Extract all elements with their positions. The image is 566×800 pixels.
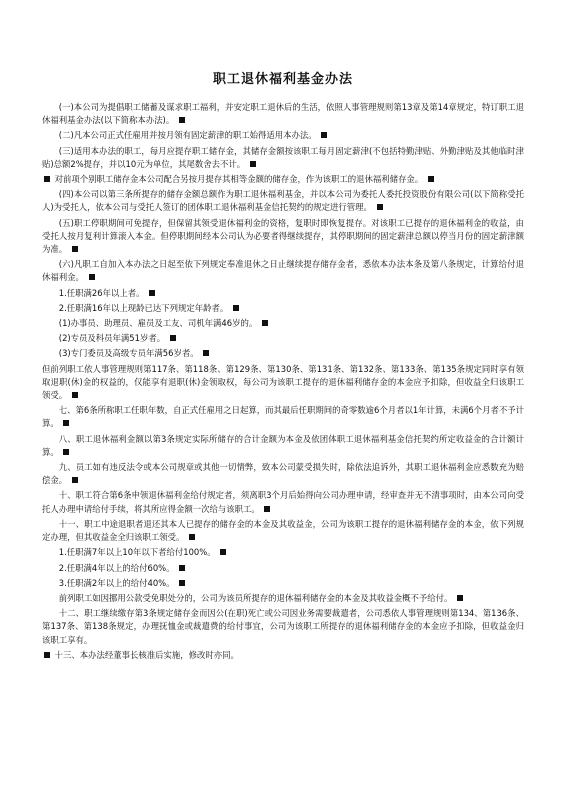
paragraph-text: 九、员工如有违反法令或本公司规章或其他一切情弊，致本公司蒙受损失时，除依法追诉外，其职工退休福利金应悉数充为赔偿金。: [42, 462, 524, 486]
paragraph-13: [42, 363, 524, 403]
paragraph-text: (3)专门委员及高级专员年满56岁者。: [58, 348, 199, 359]
paragraph-15: [42, 433, 524, 459]
paragraph-7: [42, 258, 524, 284]
paragraph-3: [42, 145, 524, 171]
paragraph-6: [42, 217, 524, 257]
square-end-mark: [233, 305, 239, 311]
paragraph-2: [42, 129, 524, 142]
paragraph-10: [42, 317, 524, 330]
paragraph-text: 七、第6条所称职工任职年数，自正式任雇用之日起算，而其最后任职期间的奇零数逾6个月者以1年计算，未满6个月者不予计算。: [42, 405, 524, 429]
paragraph-8: [42, 287, 524, 300]
paragraph-18: [42, 518, 524, 544]
paragraph-20: [42, 562, 524, 575]
square-end-mark: [262, 320, 268, 326]
paragraph-text: 十一、职工中途退职者退还其本人已提存的储存金的本金及其收益金，公司为该职工提存的退休福利储存金的本金，依下列规定办理，但其收益金全归该职工领受。: [42, 518, 524, 543]
paragraph-text: 3.任职满2年以上的给付40%。: [58, 577, 175, 588]
paragraph-9: [42, 302, 524, 315]
square-end-mark: [321, 132, 327, 138]
paragraph-11: [42, 332, 524, 345]
paragraph-19: [42, 546, 524, 559]
square-end-mark: [220, 549, 226, 555]
square-end-mark: [89, 274, 95, 280]
paragraph-24: [42, 649, 524, 662]
paragraph-text: (五)职工停职期间可免提存，但保留其领受退休福利金的资格，复职时即恢复提存。对该职工已提存的退休福利金的收益，由受托人按月复利计算滚入本金。但停职期间经本公司认为必要者得继续提存，其停职期间的固定薪津总额以停当月份的固定薪津额为准。: [42, 217, 524, 255]
paragraph-text: (四)本公司以第三条所提存的储存金额总额作为职工退休福利基金，并以本公司为委托人委托投资股份有限公司(以下简称受托人)为受托人，依本公司与受托人签订的团体职工退休福利基金信托契约的规定进行管理。: [42, 189, 524, 213]
paragraph-text: 2.任职满16年以上现龄已达下列规定年龄者。: [58, 302, 229, 313]
paragraph-text: 1.任职满7年以上10年以下者给付100%。: [58, 547, 216, 558]
paragraph-text: 但前列职工依人事管理规则第117条、第118条、第129条、第130条、第131条、第132条、第133条、第135条规定同时享有领取退职(休)金的权益的，仅能享有退职(休)金领取权，每公司为该职工提存的退休福利储存金的本金应予扣除，但收益全归该职工领受。: [42, 363, 524, 401]
paragraph-21: [42, 577, 524, 590]
square-end-mark: [203, 350, 209, 356]
square-end-mark: [149, 290, 155, 296]
paragraph-14: [42, 404, 524, 430]
square-end-mark: [250, 161, 256, 167]
paragraph-text: (二)凡本公司正式任雇用并按月领有固定薪津的职工始得适用本办法。: [58, 130, 317, 141]
square-end-mark: [428, 176, 434, 182]
square-end-mark: [457, 595, 463, 601]
square-end-mark: [179, 117, 185, 123]
paragraph-text: 2.任职满4年以上的给付60%。: [58, 562, 175, 573]
square-bullet-mark: [44, 176, 50, 182]
document-body: [42, 101, 524, 662]
paragraph-text: 十、职工符合第6条申领退休福利金给付规定者，须离职3个月后始得向公司办理申请，经审查并无不清事项时，由本公司向受托人办理申请给付手续，将其所应得金额一次给与该职工。: [42, 490, 524, 514]
square-end-mark: [189, 534, 195, 540]
paragraph-1: [42, 101, 524, 127]
square-end-mark: [63, 420, 69, 426]
square-end-mark: [72, 246, 78, 252]
paragraph-text: 十二、职工继续缴存第3条规定储存金而因公(在职)死亡或公司因业务需要裁遣者，公司悉依人事管理规则第134、第136条、第137条、第138条规定，办理抚恤金或裁遣费的给付事宜，公司为该职工所提存的退休福利储存金的本金应予扣除，但收益金归该职工享有。: [42, 608, 524, 645]
paragraph-16: [42, 461, 524, 487]
square-bullet-mark: [44, 652, 50, 658]
square-end-mark: [72, 392, 78, 398]
paragraph-text: (1)办事员、助理员、雇员及工友、司机年满46岁的。: [58, 318, 258, 329]
square-end-mark: [63, 449, 69, 455]
paragraph-23: [42, 607, 524, 647]
paragraph-22: [42, 592, 524, 605]
paragraph-text: (一)本公司为提倡职工储蓄及谋求职工福利，并安定职工退休后的生活，依照人事管理规则第13章及第14章规定，特订职工退休福利基金办法(以下简称本办法)。: [42, 102, 524, 126]
square-end-mark: [72, 477, 78, 483]
paragraph-text: 十三、本办法经董事长核准后实施，修改时亦同。: [54, 649, 239, 660]
paragraph-text: 八、职工退休福利金额以第3条规定实际所储存的合计金额为本金及依团体职工退休福利基金信托契约所定收益金的合计额计算。: [42, 433, 524, 457]
paragraph-5: [42, 188, 524, 214]
square-end-mark: [179, 565, 185, 571]
paragraph-text: 前列职工如因挪用公款受免职处分的，公司为该员所提存的退休福利储存金的本金及其收益金概不予给付。: [58, 592, 453, 603]
paragraph-text: (三)适用本办法的职工，每月应提存职工储存金，其储存金额按该职工每月固定薪津(不包括特勤津贴、外勤津贴及其他临时津贴)总额2%提存，并以10元为单位，其尾数舍去不计。: [42, 145, 524, 169]
paragraph-text: 1.任职满26年以上者。: [58, 287, 145, 298]
square-end-mark: [377, 204, 383, 210]
paragraph-17: [42, 489, 524, 515]
square-end-mark: [179, 580, 185, 586]
paragraph-12: [42, 347, 524, 360]
document-title: 职工退休福利基金办法: [212, 72, 353, 87]
square-end-mark: [170, 335, 176, 341]
paragraph-text: (2)专员及科员年满51岁者。: [58, 333, 166, 344]
paragraph-text: 对前项个别职工储存金本公司配合另按月提存其相等金额的储存金，作为该职工的退休福利储存金。: [54, 174, 424, 185]
square-end-mark: [264, 506, 270, 512]
paragraph-4: [42, 173, 524, 186]
paragraph-text: (六)凡职工自加入本办法之日起至依下列规定奉准退休之日止继续提存储存金者，悉依本办法本条及第八条规定，计算给付退休福利金。: [42, 259, 524, 283]
